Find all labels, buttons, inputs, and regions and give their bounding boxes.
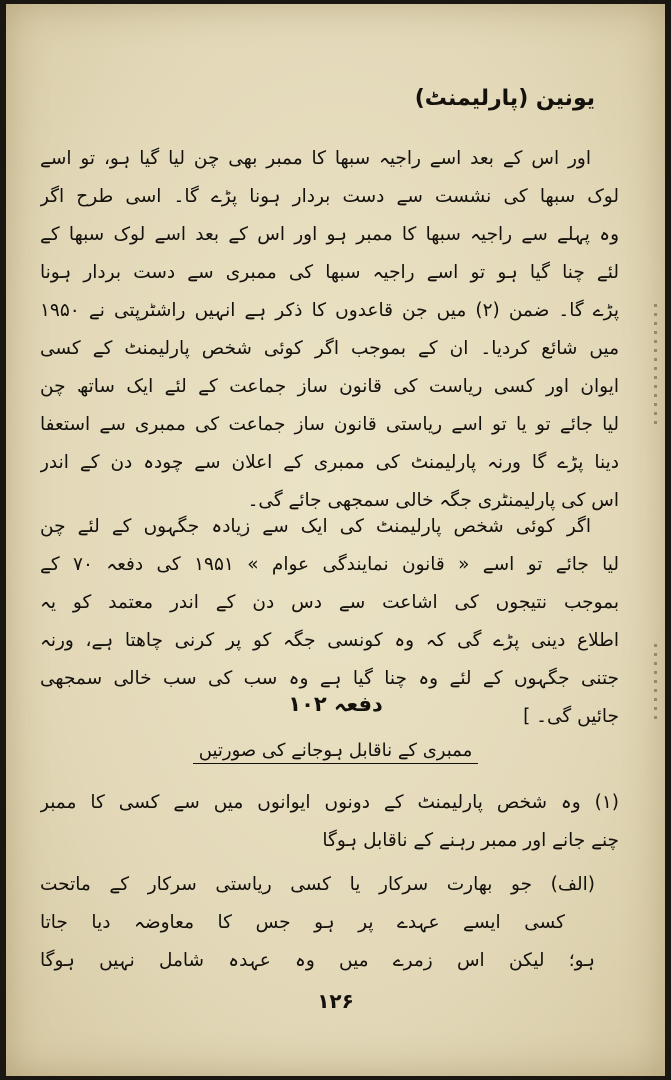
paragraph-1 [40,140,619,520]
section-heading: دفعہ ۱۰۲ [288,692,383,716]
text-line: لیا جائے تو یا تو اسے ریاستی قانون ساز جماعت کی ممبری سے استعفا [40,414,619,435]
text-line: ایوان اور کسی ریاست کی قانون ساز جماعت کے لئے ایک ساتھ چن [40,376,619,397]
text-line: اگر کوئی شخص پارلیمنٹ کی ایک سے زیادہ جگہوں کے لئے چن [40,516,591,537]
text-line: دینا پڑے گا ورنہ پارلیمنٹ کی ممبری کے اعلان سے چودہ دن کے اندر [40,452,619,473]
book-page [6,4,665,1076]
text-line: میں شائع کردیا۔ ان کے بموجب اگر کوئی شخص پارلیمنٹ کے کسی [40,338,619,359]
text-line: لیا جائے تو اسے « قانون نمایندگی عوام » ۱۹۵۱ کی دفعہ ۷۰ کے [40,554,619,575]
section-title-text: ممبری کے ناقابل ہوجانے کی صورتیں [193,740,478,764]
text-line: (الف) جو بھارت سرکار یا کسی ریاستی سرکار کے ماتحت [40,874,595,895]
text-line: لئے چنا گیا ہو تو اسے راجیہ سبھا کی ممبری سے دست بردار ہونا [40,262,619,283]
page-number: ۱۲۶ [317,989,354,1013]
text-line: اس کی پارلیمنٹری جگہ خالی سمجھی جائے گی۔ [247,490,619,511]
clause-1 [40,784,619,860]
text-line: کسی ایسے عہدے پر ہو جس کا معاوضہ دیا جاتا [40,912,565,933]
text-line: لوک سبھا کی نشست سے دست بردار ہونا پڑے گا۔ اسی طرح اگر [40,186,619,207]
clause-alef [40,866,595,980]
text-line: اور اس کے بعد اسے راجیہ سبھا کا ممبر بھی چن لیا گیا ہو، تو اسے [40,148,591,169]
text-line: چنے جانے اور ممبر رہنے کے ناقابل ہوگا [322,830,619,851]
text-line: جتنی جگہوں کے لئے وہ چنا گیا ہے وہ سب کی سب خالی سمجھی [40,668,619,689]
page-edge-wear [654,644,657,724]
page-edge-wear [654,304,657,424]
text-line: پڑے گا۔ ضمن (۲) میں جن قاعدوں کا ذکر ہے انہیں راشٹرپتی نے ۱۹۵۰ [40,300,619,321]
text-line: اطلاع دینی پڑے گی کہ وہ کونسی جگہ کو پر کرنی چاھتا ہے، ورنہ [40,630,619,651]
running-header: یونین (پارلیمنٹ) [414,86,595,111]
text-line: وہ پہلے سے راجیہ سبھا کا ممبر ہو اور اس کے بعد اسے لوک سبھا کے [40,224,619,245]
section-title [6,740,665,761]
text-line: (۱) وہ شخص پارلیمنٹ کے دونوں ایوانوں میں سے کسی کا ممبر [40,792,619,813]
text-line: ہو؛ لیکن اس زمرے میں وہ عہدہ شامل نہیں ہوگا [40,950,595,971]
text-line: جائیں گی۔ ] [523,706,619,727]
text-line: بموجب نتیجوں کی اشاعت سے دس دن کے اندر معتمد کو یہ [40,592,619,613]
